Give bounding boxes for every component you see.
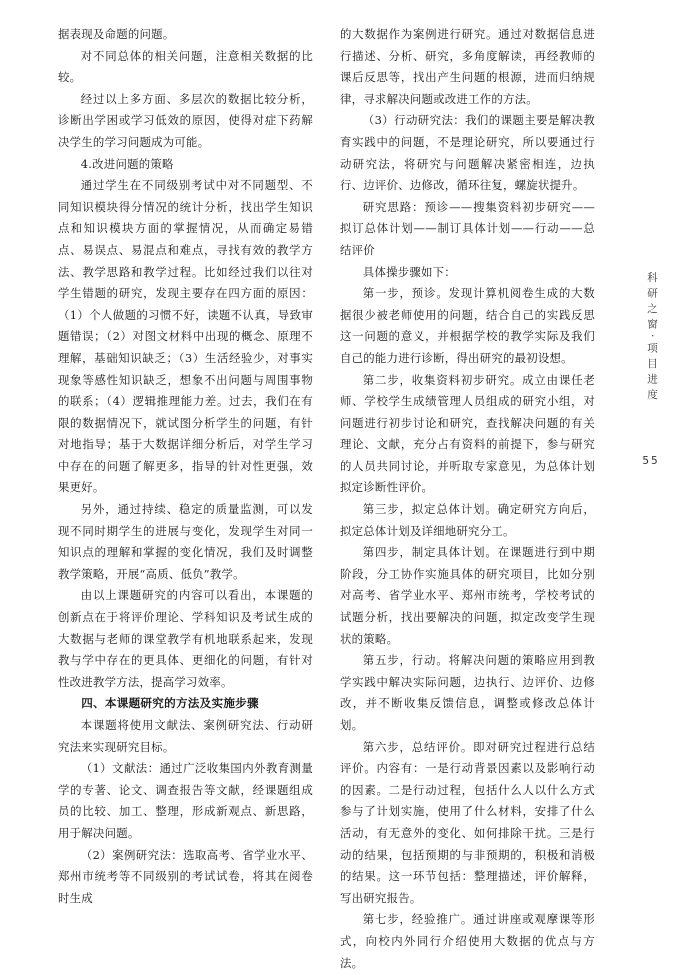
body-paragraph: 本课题将使用文献法、案例研究法、行动研究法来实现研究目标。 [58, 718, 313, 754]
left-paragraphs-after-heading [58, 715, 313, 909]
body-paragraph: 研究思路：预诊——搜集资料初步研究——拟订总体计划——制订具体计划——行动——总结评价 [340, 199, 595, 257]
right-paragraphs [340, 24, 595, 974]
body-paragraph: 第三步，拟定总体计划。确定研究方向后，拟定总体计划及详细地研究分工。 [340, 502, 595, 538]
body-paragraph: 第五步，行动。将解决问题的策略应用到教学实践中解决实际问题，边执行、边评价、边修改，并不断收集反馈信息，调整或修改总体计划。 [340, 653, 595, 732]
body-paragraph: 第二步，收集资料初步研究。成立由课任老师、学校学生成绩管理人员组成的研究小组，对问题进行初步讨论和研究，查找解决问题的有关理论、文献，充分占有资料的前提下，参与研究的人员共同讨论，并听取专家意见，为总体计划拟定诊断性评价。 [340, 372, 595, 495]
body-paragraph: 的大数据作为案例进行研究。通过对数据信息进行描述、分析、研究，多角度解读，再经教师的课后反思等，找出产生问题的根源，进而归纳规律，寻求解决问题或改进工作的方法。 [340, 27, 595, 106]
body-paragraph: 第一步，预诊。发现计算机阅卷生成的大数据很少被老师使用的问题，结合自己的实践反思这一问题的意义，并根据学校的教学实际及我们自己的能力进行诊断，得出研究的最初设想。 [340, 286, 595, 365]
body-paragraph: 通过学生在不同级别考试中对不同题型、不同知识模块得分情况的统计分析，找出学生知识点和知识模块方面的掌握情况，从而确定易错点、易误点、易混点和难点，寻找有效的教学方法、教学思路和教学过程。比如经过我们以往对学生错题的研究，发现主要存在四方面的原因：（1）个人做题的习惯不好，读题不认真，导致审题错误；（2）对图文材料中出现的概念、原理不理解，基础知识缺乏；（3）生活经验少，对事实现象等感性知识缺乏，想象不出问题与周围事物的联系；（4）逻辑推理能力差。过去，我们在有限的数据情况下，就试图分析学生的问题，有针对地指导；基于大数据详细分析后，对学生学习中存在的问题了解更多，指导的针对性更强，效果更好。 [58, 178, 313, 495]
body-paragraph: 第四步，制定具体计划。在课题进行到中期阶段，分工协作实施具体的研究项目，比如分别对高考、省学业水平、郑州市统考，学校考试的试题分析，找出要解决的问题，拟定改变学生现状的策略。 [340, 545, 595, 646]
section-side-label: 科研之窗·项目进度 [646, 272, 658, 405]
body-paragraph: 另外，通过持续、稳定的质量监测，可以发现不同时期学生的进展与变化，发现学生对同一知识点的理解和掌握的变化情况，我们及时调整教学策略，开展“高质、低负”教学。 [58, 502, 313, 581]
body-paragraph: 对不同总体的相关问题，注意相关数据的比较。 [58, 48, 313, 85]
body-paragraph: （1）文献法：通过广泛收集国内外教育测量学的专著、论文、调查报告等文献，经课题组成员的比较、加工、整理，形成新观点、新思路，用于解决问题。 [58, 761, 313, 840]
body-paragraph: 第七步，经验推广。通过讲座或观摩课等形式，向校内外同行介绍使用大数据的优点与方法。 [340, 912, 595, 970]
body-paragraph: 据表现及命题的问题。 [58, 27, 175, 41]
body-paragraph: 第六步，总结评价。即对研究过程进行总结评价。内容有：一是行动背景因素以及影响行动的因素。二是行动过程，包括什么人以什么方式参与了计划实施，使用了什么材料，安排了什么活动，有无意外的变化、如何排除干扰。三是行动的结果，包括预期的与非预期的，积极和消极的结果。这一环节包括：整理描述，评价解释，写出研究报告。 [340, 739, 595, 905]
body-paragraph: 4.改进问题的策略 [80, 156, 174, 171]
left-paragraphs [58, 24, 313, 693]
body-paragraph: （3）行动研究法：我们的课题主要是解决教育实践中的问题，不是理论研究，所以要通过行动研究法，将研究与问题解决紧密相连，边执行、边评价、边修改，循环往复，螺旋状提升。 [340, 113, 595, 193]
body-paragraph: （2）案例研究法：选取高考、省学业水平、郑州市统考等不同级别的考试试卷，将其在阅卷时生成 [58, 847, 313, 905]
section-heading: 四、本课题研究的方法及实施步骤 [81, 696, 259, 711]
right-column [340, 24, 595, 974]
body-paragraph: 由以上课题研究的内容可以看出，本课题的创新点在于将评价理论、学科知识及考试生成的大数据与老师的课堂教学有机地联系起来，发现教与学中存在的更具体、更细化的问题，有针对性改进教学方法，提高学习效率。 [58, 588, 313, 689]
body-paragraph: 经过以上多方面、多层次的数据比较分析，诊断出学困或学习低效的原因，使得对症下药解决学生的学习问题成为可能。 [58, 91, 313, 149]
left-column [58, 24, 313, 909]
body-paragraph: 具体操步骤如下： [362, 264, 456, 279]
page-number: 55 [642, 455, 660, 467]
